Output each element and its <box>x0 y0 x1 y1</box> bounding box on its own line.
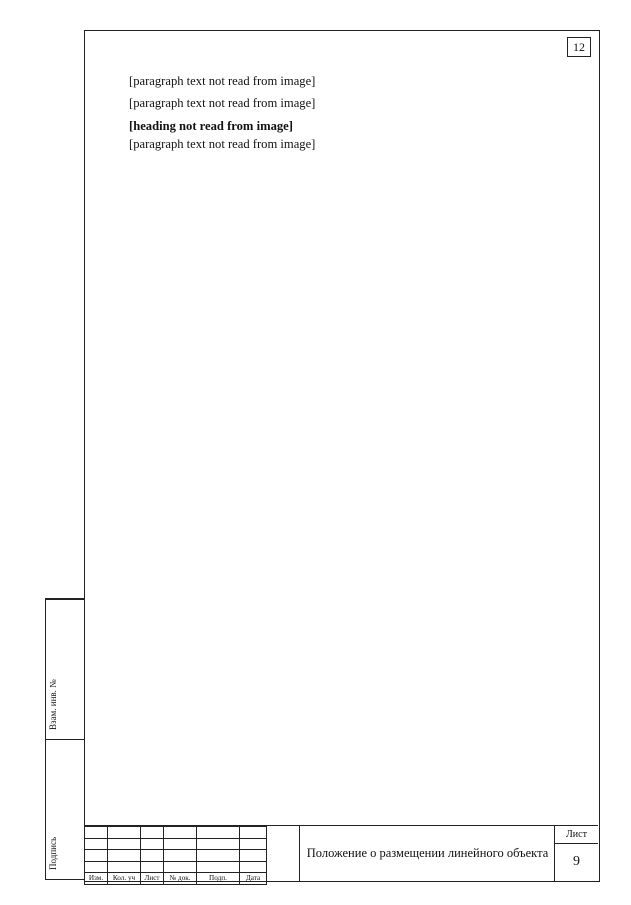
document-body <box>109 73 585 159</box>
paragraph: [paragraph text not read from image] <box>129 96 316 111</box>
sheet-box <box>554 826 598 881</box>
col-label: Подп. <box>197 873 240 885</box>
side-stamp <box>45 598 85 880</box>
col-label: Дата <box>240 873 267 885</box>
col-label: № док. <box>164 873 197 885</box>
col-label: Изм. <box>85 873 108 885</box>
side-label: Подпись <box>48 836 58 870</box>
side-row-1 <box>46 599 85 740</box>
section-heading: [heading not read from image] <box>129 118 293 133</box>
page-number: 12 <box>567 37 591 57</box>
sheet-number: 9 <box>573 854 580 869</box>
side-row-2 <box>46 739 85 880</box>
paragraph: [paragraph text not read from image] <box>129 74 316 88</box>
sheet-label: Лист <box>555 826 598 844</box>
col-label: Лист <box>141 873 164 885</box>
col-label: Кол. уч <box>108 873 141 885</box>
page-frame <box>84 30 600 882</box>
revision-table <box>84 826 267 885</box>
document-title: Положение о размещении линейного объекта <box>299 826 555 881</box>
side-label: Взам. инв. № <box>48 679 58 730</box>
paragraph: [paragraph text not read from image] <box>129 137 316 152</box>
title-block <box>84 825 598 881</box>
